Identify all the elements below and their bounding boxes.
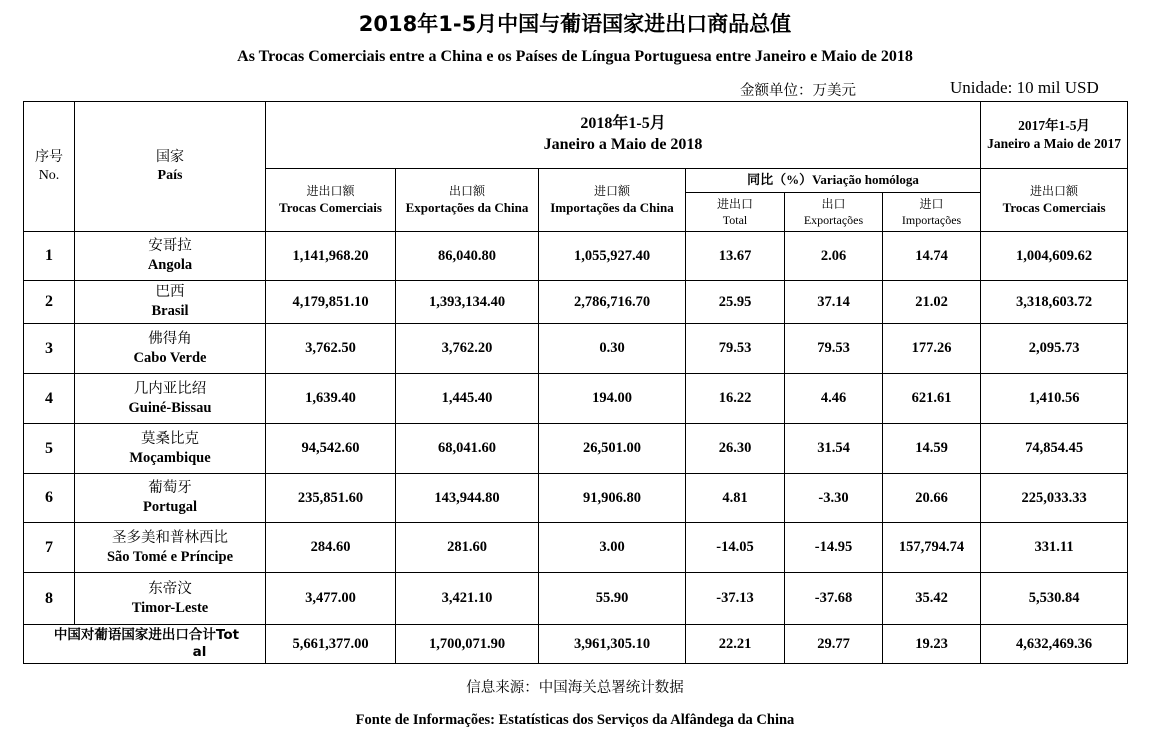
page-subtitle: As Trocas Comerciais entre a China e os Países de Língua Portuguesa entre Janeiro e Maio de 2018 (237, 48, 913, 65)
yoy-export-value: -37.68 (785, 573, 883, 625)
export-value: 281.60 (396, 523, 539, 573)
import-header-pt: Importações da China (550, 199, 674, 215)
country-name-pt: Portugal (143, 499, 197, 515)
table-row (24, 374, 1128, 424)
yoy-import-value: 157,794.74 (883, 523, 981, 573)
yoy-export-value: 37.14 (785, 281, 883, 324)
total-label-line1: 中国对葡语国家进出口合计Tot (53, 627, 240, 644)
trade-value: 235,851.60 (266, 474, 396, 523)
country-cell (75, 474, 266, 523)
country-name-cn: 莫桑比克 (141, 430, 199, 447)
period-header-pt: Janeiro a Maio de 2018 (543, 136, 703, 153)
export-value: 68,041.60 (396, 424, 539, 474)
country-name-pt: Angola (147, 257, 193, 273)
yoy-import-value: 621.61 (883, 374, 981, 424)
total-row (24, 625, 1128, 664)
prev-period-header-pt: Janeiro a Maio de 2017 (987, 136, 1122, 151)
country-header-cn: 国家 (156, 149, 184, 166)
yoy-import-value: 14.59 (883, 424, 981, 474)
country-name-pt: Cabo Verde (133, 349, 207, 366)
prev-trade-value: 1,004,609.62 (981, 232, 1128, 281)
seq-header-cn: 序号 (35, 149, 63, 166)
yoy-import-header-pt: Importações (901, 213, 962, 227)
country-header (75, 102, 266, 232)
yoy-total-value: -14.05 (686, 523, 785, 573)
export-value: 3,421.10 (396, 573, 539, 625)
row-number: 8 (24, 573, 75, 625)
country-name-cn: 东帝汶 (148, 580, 192, 597)
total-prev-trade-value: 4,632,469.36 (981, 625, 1128, 664)
yoy-import-value: 35.42 (883, 573, 981, 625)
country-name-pt: São Tomé e Príncipe (106, 548, 234, 565)
trade-value: 1,141,968.20 (266, 232, 396, 281)
yoy-import-header-cn: 进口 (919, 196, 944, 211)
prev-trade-header-cn: 进出口额 (1030, 184, 1079, 199)
row-number: 2 (24, 281, 75, 324)
yoy-total-header-cn: 进出口 (716, 196, 753, 211)
prev-trade-header-pt: Trocas Comerciais (1002, 199, 1106, 215)
country-name-pt: Guiné-Bissau (128, 399, 212, 416)
trade-header-cn: 进出口额 (306, 184, 355, 199)
table-row (24, 232, 1128, 281)
prev-period-header-cn: 2017年1-5月 (1018, 118, 1091, 134)
total-yoy-total-value: 22.21 (686, 625, 785, 664)
trade-value: 3,762.50 (266, 324, 396, 374)
yoy-total-value: 16.22 (686, 374, 785, 424)
trade-value: 4,179,851.10 (266, 281, 396, 324)
source-note-pt: Fonte de Informações: Estatísticas dos Serviços da Alfândega da China (355, 712, 795, 728)
prev-trade-value: 225,033.33 (981, 474, 1128, 523)
yoy-import-value: 14.74 (883, 232, 981, 281)
prev-trade-value: 2,095.73 (981, 324, 1128, 374)
export-header (396, 169, 539, 232)
unit-label-pt: Unidade: 10 mil USD (950, 78, 1099, 97)
yoy-import-value: 20.66 (883, 474, 981, 523)
trade-header-pt: Trocas Comerciais (279, 199, 382, 215)
trade-header (266, 169, 396, 232)
import-value: 0.30 (539, 324, 686, 374)
trade-value: 284.60 (266, 523, 396, 573)
total-label (24, 625, 266, 664)
import-header (539, 169, 686, 232)
yoy-export-header-pt: Exportações (803, 213, 864, 227)
country-name-cn: 安哥拉 (148, 238, 192, 255)
country-header-pt: País (157, 167, 183, 183)
trade-value: 3,477.00 (266, 573, 396, 625)
yoy-export-value: -3.30 (785, 474, 883, 523)
table-row (24, 424, 1128, 474)
total-trade-value: 5,661,377.00 (266, 625, 396, 664)
yoy-export-header-cn: 出口 (821, 196, 846, 211)
export-value: 3,762.20 (396, 324, 539, 374)
page-title: 2018年1-5月中国与葡语国家进出口商品总值 (358, 12, 792, 36)
trade-table (23, 101, 1128, 664)
country-name-cn: 几内亚比绍 (133, 380, 207, 397)
import-value: 194.00 (539, 374, 686, 424)
prev-trade-header (981, 169, 1128, 232)
yoy-import-value: 177.26 (883, 324, 981, 374)
yoy-total-value: 13.67 (686, 232, 785, 281)
trade-value: 1,639.40 (266, 374, 396, 424)
period-header-cn: 2018年1-5月 (580, 115, 666, 133)
country-cell (75, 232, 266, 281)
source-note-cn: 信息来源：中国海关总署统计数据 (466, 680, 684, 696)
country-name-pt: Brasil (151, 303, 189, 319)
total-label-line2: al (192, 644, 207, 660)
export-header-pt: Exportações da China (405, 199, 529, 215)
row-number: 4 (24, 374, 75, 424)
yoy-header-label: 同比（%）Variação homóloga (747, 172, 919, 188)
country-name-pt: Timor-Leste (131, 599, 209, 616)
country-name-cn: 佛得角 (148, 330, 192, 347)
yoy-total-value: 26.30 (686, 424, 785, 474)
yoy-total-value: 4.81 (686, 474, 785, 523)
import-header-cn: 进口额 (593, 184, 630, 199)
export-value: 1,445.40 (396, 374, 539, 424)
unit-label-cn: 金额单位：万美元 (740, 83, 856, 99)
prev-trade-value: 331.11 (981, 523, 1128, 573)
country-name-cn: 葡萄牙 (148, 480, 192, 497)
export-value: 143,944.80 (396, 474, 539, 523)
country-name-cn: 圣多美和普林西比 (112, 529, 228, 546)
yoy-total-value: -37.13 (686, 573, 785, 625)
import-value: 91,906.80 (539, 474, 686, 523)
total-import-value: 3,961,305.10 (539, 625, 686, 664)
table-row (24, 523, 1128, 573)
total-export-value: 1,700,071.90 (396, 625, 539, 664)
row-number: 3 (24, 324, 75, 374)
import-value: 2,786,716.70 (539, 281, 686, 324)
table-row (24, 573, 1128, 625)
yoy-export-value: 31.54 (785, 424, 883, 474)
row-number: 1 (24, 232, 75, 281)
yoy-total-value: 25.95 (686, 281, 785, 324)
table-row (24, 474, 1128, 523)
row-number: 7 (24, 523, 75, 573)
yoy-export-value: -14.95 (785, 523, 883, 573)
yoy-import-value: 21.02 (883, 281, 981, 324)
prev-trade-value: 3,318,603.72 (981, 281, 1128, 324)
row-number: 5 (24, 424, 75, 474)
country-cell (75, 374, 266, 424)
import-value: 26,501.00 (539, 424, 686, 474)
export-header-cn: 出口额 (448, 184, 485, 199)
total-yoy-export-value: 29.77 (785, 625, 883, 664)
yoy-import-header (883, 193, 981, 232)
yoy-total-header (686, 193, 785, 232)
yoy-export-value: 4.46 (785, 374, 883, 424)
country-name-cn: 巴西 (155, 284, 185, 301)
country-cell (75, 281, 266, 324)
import-value: 55.90 (539, 573, 686, 625)
yoy-export-value: 2.06 (785, 232, 883, 281)
row-number: 6 (24, 474, 75, 523)
prev-trade-value: 74,854.45 (981, 424, 1128, 474)
country-cell (75, 573, 266, 625)
export-value: 1,393,134.40 (396, 281, 539, 324)
seq-header (24, 102, 75, 232)
table-row (24, 281, 1128, 324)
country-cell (75, 523, 266, 573)
header-row-1 (24, 102, 1128, 169)
country-cell (75, 324, 266, 374)
yoy-total-value: 79.53 (686, 324, 785, 374)
country-name-pt: Moçambique (129, 449, 211, 466)
import-value: 1,055,927.40 (539, 232, 686, 281)
prev-trade-value: 5,530.84 (981, 573, 1128, 625)
country-cell (75, 424, 266, 474)
prev-period-header (981, 102, 1128, 169)
import-value: 3.00 (539, 523, 686, 573)
yoy-export-value: 79.53 (785, 324, 883, 374)
yoy-export-header (785, 193, 883, 232)
yoy-total-header-pt: Total (722, 213, 748, 227)
trade-value: 94,542.60 (266, 424, 396, 474)
export-value: 86,040.80 (396, 232, 539, 281)
period-header (266, 102, 981, 169)
prev-trade-value: 1,410.56 (981, 374, 1128, 424)
seq-header-pt: No. (38, 167, 60, 183)
table-row (24, 324, 1128, 374)
total-yoy-import-value: 19.23 (883, 625, 981, 664)
yoy-header (686, 169, 981, 193)
